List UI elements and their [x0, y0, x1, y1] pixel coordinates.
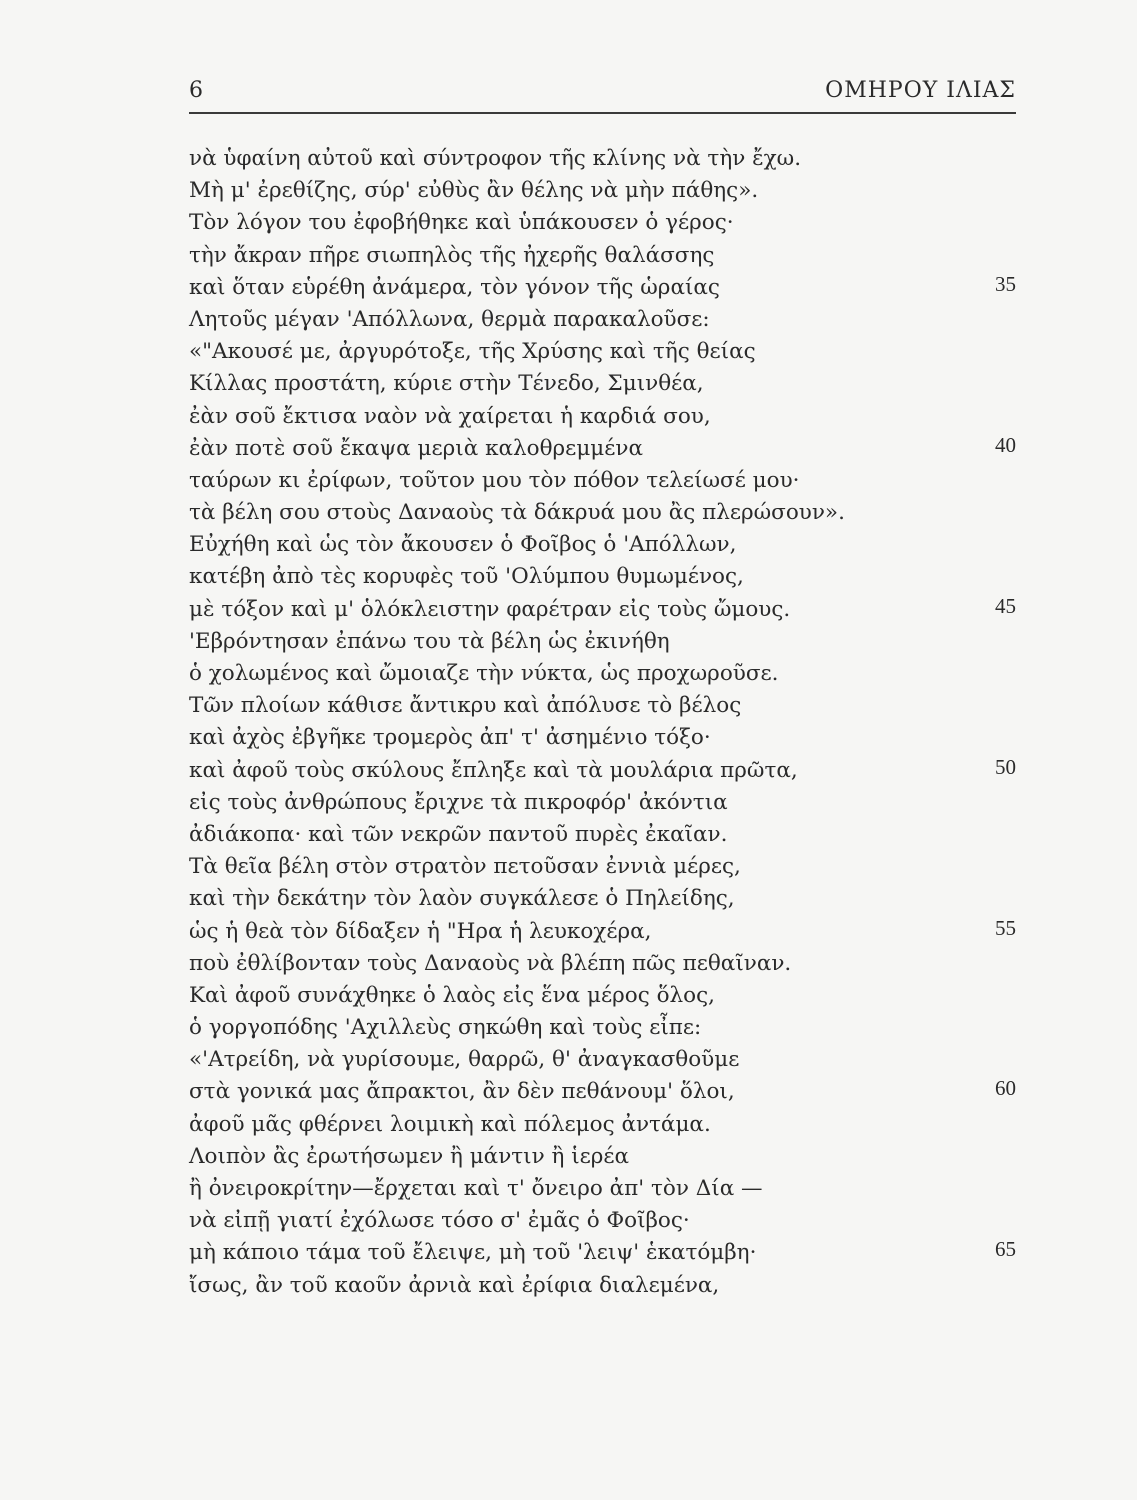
verse-line	[189, 1237, 1016, 1269]
verse-line	[189, 980, 1016, 1012]
verse-line	[189, 755, 1016, 787]
verse-text: καὶ ὅταν εὑρέθη ἀνάμερα, τὸν γόνον τῆς ὡραίας	[189, 274, 720, 300]
verse-line	[189, 1044, 1016, 1076]
verse-text: τὰ βέλη σου στοὺς Δαναοὺς τὰ δάκρυά μου ἂς πλερώσουν».	[189, 500, 845, 526]
verse-line	[189, 916, 1016, 948]
verse-line	[189, 336, 1016, 368]
verse-line	[189, 1109, 1016, 1141]
verse-number: 50	[995, 754, 1016, 779]
verse-text: Τὸν λόγον του ἐφοβήθηκε καὶ ὑπάκουσεν ὁ γέρος·	[189, 210, 734, 236]
verse-text: ὁ γοργοπόδης 'Αχιλλεὺς σηκώθη καὶ τοὺς εἶπε:	[189, 1015, 702, 1041]
verse-line	[189, 1076, 1016, 1108]
page-header	[189, 72, 1016, 114]
verse-text: ἀφοῦ μᾶς φθέρνει λοιμικὴ καὶ πόλεμος ἀντάμα.	[189, 1111, 711, 1137]
verse-text: «'Ατρείδη, νὰ γυρίσουμε, θαρρῶ, θ' ἀναγκασθοῦμε	[189, 1047, 740, 1073]
verse-line	[189, 722, 1016, 754]
verse-text: κατέβη ἀπὸ τὲς κορυφὲς τοῦ 'Ολύμπου θυμωμένος,	[189, 564, 744, 590]
verse-line	[189, 851, 1016, 883]
verse-text: τὴν ἄκραν πῆρε σιωπηλὸς τῆς ἠχερῆς θαλάσσης	[189, 242, 715, 268]
verse-text: ἐὰν ποτὲ σοῦ ἔκαψα μεριὰ καλοθρεμμένα	[189, 435, 643, 461]
verse-text: Μὴ μ' ἐρεθίζης, σύρ' εὐθὺς ἂν θέλης νὰ μὴν πάθης».	[189, 178, 759, 204]
verse-line	[189, 1141, 1016, 1173]
verse-line	[189, 175, 1016, 207]
verse-line	[189, 819, 1016, 851]
verse-line	[189, 207, 1016, 239]
verse-block	[189, 143, 1016, 1302]
running-title: ΟΜΗΡΟΥ ΙΛΙΑΣ	[825, 78, 1016, 103]
verse-text: Λητοῦς μέγαν 'Απόλλωνα, θερμὰ παρακαλοῦσε:	[189, 306, 710, 332]
verse-number: 40	[995, 432, 1016, 457]
verse-number: 55	[995, 915, 1016, 940]
verse-line	[189, 658, 1016, 690]
verse-line	[189, 497, 1016, 529]
verse-line	[189, 368, 1016, 400]
verse-text: καὶ ἀφοῦ τοὺς σκύλους ἔπληξε καὶ τὰ μουλάρια πρῶτα,	[189, 757, 798, 783]
verse-line	[189, 304, 1016, 336]
verse-text: ταύρων κι ἐρίφων, τοῦτον μου τὸν πόθον τελείωσέ μου·	[189, 467, 800, 493]
verse-text: Τῶν πλοίων κάθισε ἄντικρυ καὶ ἀπόλυσε τὸ βέλος	[189, 693, 742, 719]
verse-text: ὁ χολωμένος καὶ ὤμοιαζε τὴν νύκτα, ὡς προχωροῦσε.	[189, 661, 779, 686]
verse-number: 65	[995, 1237, 1016, 1262]
verse-text: νὰ ὑφαίνη αὐτοῦ καὶ σύντροφον τῆς κλίνης νὰ τὴν ἔχω.	[189, 146, 802, 171]
page-number: 6	[189, 78, 204, 103]
verse-line	[189, 626, 1016, 658]
verse-text: καὶ τὴν δεκάτην τὸν λαὸν συγκάλεσε ὁ Πηλείδης,	[189, 886, 735, 912]
verse-line	[189, 948, 1016, 980]
verse-line	[189, 561, 1016, 593]
verse-text: Τὰ θεῖα βέλη στὸν στρατὸν πετοῦσαν ἐννιὰ μέρες,	[189, 854, 741, 880]
verse-line	[189, 594, 1016, 626]
verse-text: Λοιπὸν ἂς ἐρωτήσωμεν ἢ μάντιν ἢ ἱερέα	[189, 1143, 630, 1169]
verse-text: ποὺ ἐθλίβονταν τοὺς Δαναοὺς νὰ βλέπη πῶς πεθαῖναν.	[189, 950, 792, 976]
verse-line	[189, 1173, 1016, 1205]
verse-number: 45	[995, 593, 1016, 618]
verse-text: νὰ εἰπῇ γιατί ἐχόλωσε τόσο σ' ἐμᾶς ὁ Φοῖβος·	[189, 1208, 690, 1234]
verse-line	[189, 1205, 1016, 1237]
verse-text: Εὐχήθη καὶ ὡς τὸν ἄκουσεν ὁ Φοῖβος ὁ 'Απόλλων,	[189, 532, 737, 558]
verse-number: 60	[995, 1076, 1016, 1101]
verse-text: ἀδιάκοπα· καὶ τῶν νεκρῶν παντοῦ πυρὲς ἐκαῖαν.	[189, 821, 728, 847]
verse-number: 35	[995, 271, 1016, 296]
verse-text: καὶ ἀχὸς ἐβγῆκε τρομερὸς ἀπ' τ' ἀσημένιο τόξο·	[189, 725, 711, 751]
verse-text: ἴσως, ἂν τοῦ καοῦν ἀρνιὰ καὶ ἐρίφια διαλεμένα,	[189, 1272, 720, 1298]
verse-text: μὲ τόξον καὶ μ' ὁλόκλειστην φαρέτραν εἰς τοὺς ὤμους.	[189, 596, 791, 622]
verse-line	[189, 787, 1016, 819]
verse-line	[189, 433, 1016, 465]
verse-text: εἰς τοὺς ἀνθρώπους ἔριχνε τὰ πικροφόρ' ἀκόντια	[189, 789, 728, 815]
verse-line	[189, 529, 1016, 561]
verse-line	[189, 272, 1016, 304]
verse-line	[189, 690, 1016, 722]
verse-text: Κίλλας προστάτη, κύριε στὴν Τένεδο, Σμινθέα,	[189, 371, 704, 397]
verse-text: στὰ γονικά μας ἄπρακτοι, ἂν δὲν πεθάνουμ' ὅλοι,	[189, 1079, 735, 1105]
verse-text: Καὶ ἀφοῦ συνάχθηκε ὁ λαὸς εἰς ἕνα μέρος ὅλος,	[189, 982, 715, 1008]
verse-line	[189, 1270, 1016, 1302]
verse-line	[189, 143, 1016, 175]
verse-line	[189, 465, 1016, 497]
verse-line	[189, 401, 1016, 433]
verse-text: «"Ακουσέ με, ἀργυρότοξε, τῆς Χρύσης καὶ τῆς θείας	[189, 339, 756, 365]
verse-text: ἐὰν σοῦ ἔκτισα ναὸν νὰ χαίρεται ἡ καρδιά σου,	[189, 403, 711, 429]
verse-text: μὴ κάποιο τάμα τοῦ ἔλειψε, μὴ τοῦ 'λειψ' ἑκατόμβη·	[189, 1240, 757, 1266]
verse-line	[189, 883, 1016, 915]
verse-text: ἢ ὀνειροκρίτην—ἔρχεται καὶ τ' ὄνειρο ἀπ' τὸν Δία —	[189, 1176, 763, 1201]
verse-line	[189, 1012, 1016, 1044]
verse-line	[189, 240, 1016, 272]
verse-text: 'Εβρόντησαν ἐπάνω του τὰ βέλη ὡς ἐκινήθη	[189, 628, 670, 654]
verse-text: ὡς ἡ θεὰ τὸν δίδαξεν ἡ "Ηρα ἡ λευκοχέρα,	[189, 918, 652, 944]
